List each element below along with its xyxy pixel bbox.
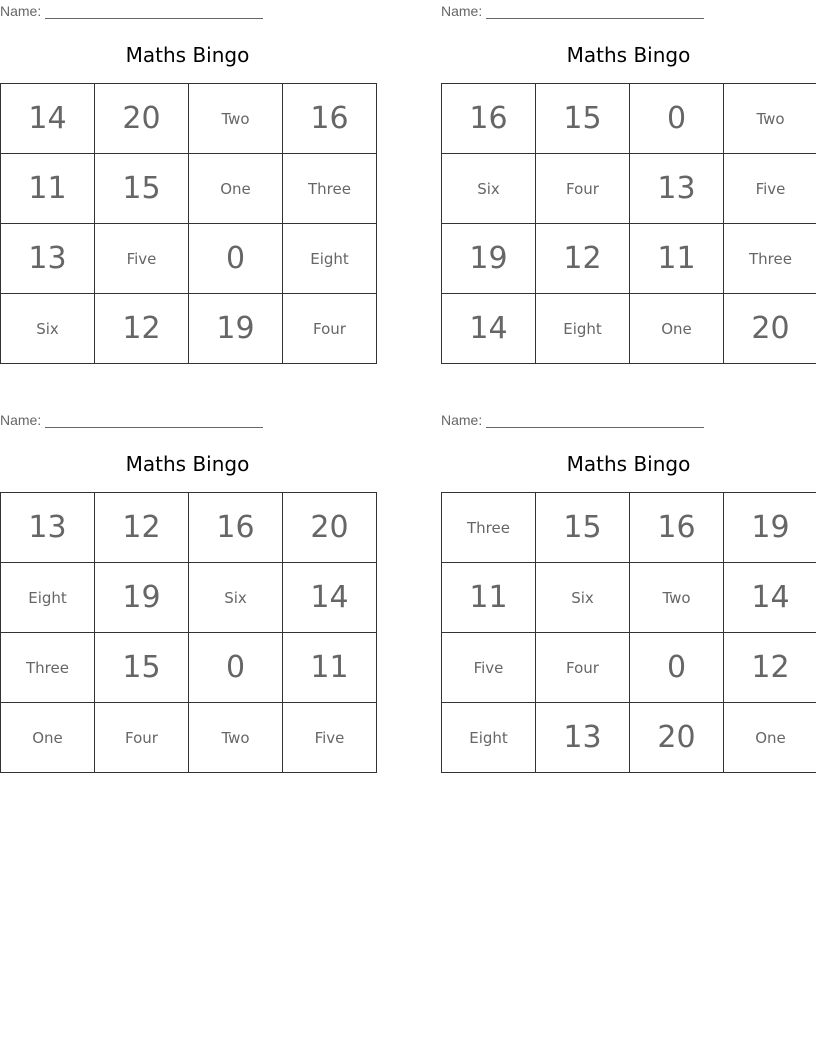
bingo-cell[interactable]: Two xyxy=(189,84,283,154)
bingo-cell[interactable]: One xyxy=(1,703,95,773)
grid-row xyxy=(1,493,377,563)
bingo-cell[interactable]: 15 xyxy=(536,493,630,563)
bingo-cell[interactable]: 19 xyxy=(95,563,189,633)
bingo-cell[interactable]: Two xyxy=(189,703,283,773)
bingo-cell[interactable]: Six xyxy=(536,563,630,633)
bingo-cell[interactable]: 11 xyxy=(1,154,95,224)
bingo-cell[interactable]: 16 xyxy=(442,84,536,154)
bingo-cell[interactable]: 20 xyxy=(283,493,377,563)
name-label: Name: xyxy=(0,412,42,428)
grid-row xyxy=(442,563,816,633)
grid-row xyxy=(442,84,816,154)
grid-row xyxy=(1,703,377,773)
grid-row xyxy=(442,703,816,773)
grid-row xyxy=(442,493,816,563)
bingo-cell[interactable]: 11 xyxy=(442,563,536,633)
bingo-cell[interactable]: 16 xyxy=(189,493,283,563)
bingo-cell[interactable]: Four xyxy=(283,294,377,364)
bingo-grid xyxy=(0,83,377,364)
bingo-cell[interactable]: 0 xyxy=(630,633,724,703)
bingo-cell[interactable]: Two xyxy=(630,563,724,633)
bingo-cell[interactable]: One xyxy=(630,294,724,364)
name-field xyxy=(441,2,705,20)
name-field xyxy=(0,2,264,20)
bingo-cell[interactable]: 13 xyxy=(630,154,724,224)
bingo-cell[interactable]: Eight xyxy=(442,703,536,773)
bingo-grid xyxy=(441,492,816,773)
card-title: Maths Bingo xyxy=(566,43,691,67)
bingo-cell[interactable]: Three xyxy=(724,224,816,294)
bingo-card xyxy=(441,409,816,781)
bingo-cell[interactable]: Four xyxy=(536,154,630,224)
bingo-cell[interactable]: One xyxy=(189,154,283,224)
name-label: Name: xyxy=(441,3,483,19)
bingo-cell[interactable]: 12 xyxy=(724,633,816,703)
grid-row xyxy=(1,294,377,364)
bingo-cell[interactable]: Six xyxy=(1,294,95,364)
bingo-grid xyxy=(0,492,377,773)
name-field xyxy=(441,411,705,429)
bingo-cell[interactable]: 13 xyxy=(536,703,630,773)
name-label: Name: xyxy=(441,412,483,428)
bingo-cell[interactable]: 14 xyxy=(1,84,95,154)
bingo-cell[interactable]: 19 xyxy=(442,224,536,294)
bingo-cell[interactable]: 15 xyxy=(95,633,189,703)
bingo-cell[interactable]: One xyxy=(724,703,816,773)
grid-row xyxy=(1,633,377,703)
bingo-card xyxy=(0,0,376,372)
name-blank-line[interactable] xyxy=(486,18,704,19)
bingo-cell[interactable]: 13 xyxy=(1,493,95,563)
grid-row xyxy=(1,224,377,294)
bingo-cell[interactable]: Eight xyxy=(1,563,95,633)
name-blank-line[interactable] xyxy=(486,427,704,428)
card-title: Maths Bingo xyxy=(125,452,250,476)
bingo-cell[interactable]: 15 xyxy=(95,154,189,224)
bingo-cell[interactable]: Five xyxy=(442,633,536,703)
grid-row xyxy=(1,84,377,154)
bingo-cell[interactable]: Four xyxy=(95,703,189,773)
bingo-cell[interactable]: 12 xyxy=(95,294,189,364)
bingo-cell[interactable]: 0 xyxy=(630,84,724,154)
bingo-cell[interactable]: 19 xyxy=(189,294,283,364)
bingo-cell[interactable]: 13 xyxy=(1,224,95,294)
bingo-cell[interactable]: Five xyxy=(724,154,816,224)
bingo-grid xyxy=(441,83,816,364)
bingo-cell[interactable]: Two xyxy=(724,84,816,154)
bingo-cell[interactable]: 19 xyxy=(724,493,816,563)
name-label: Name: xyxy=(0,3,42,19)
bingo-cell[interactable]: 20 xyxy=(630,703,724,773)
bingo-cell[interactable]: 12 xyxy=(536,224,630,294)
grid-row xyxy=(1,563,377,633)
name-blank-line[interactable] xyxy=(45,18,263,19)
bingo-cell[interactable]: 0 xyxy=(189,224,283,294)
bingo-cell[interactable]: Eight xyxy=(536,294,630,364)
grid-row xyxy=(442,224,816,294)
bingo-cell[interactable]: Three xyxy=(283,154,377,224)
grid-row xyxy=(442,294,816,364)
bingo-cell[interactable]: 11 xyxy=(630,224,724,294)
bingo-cell[interactable]: 14 xyxy=(442,294,536,364)
bingo-cell[interactable]: Five xyxy=(283,703,377,773)
name-blank-line[interactable] xyxy=(45,427,263,428)
name-field xyxy=(0,411,264,429)
bingo-cell[interactable]: 20 xyxy=(95,84,189,154)
bingo-cell[interactable]: 16 xyxy=(630,493,724,563)
bingo-cell[interactable]: Six xyxy=(189,563,283,633)
bingo-card xyxy=(441,0,816,372)
bingo-cell[interactable]: 14 xyxy=(724,563,816,633)
card-title: Maths Bingo xyxy=(566,452,691,476)
grid-row xyxy=(1,154,377,224)
bingo-cell[interactable]: Three xyxy=(442,493,536,563)
bingo-cell[interactable]: 11 xyxy=(283,633,377,703)
bingo-cell[interactable]: 16 xyxy=(283,84,377,154)
bingo-card xyxy=(0,409,376,781)
grid-row xyxy=(442,154,816,224)
card-title: Maths Bingo xyxy=(125,43,250,67)
bingo-cell[interactable]: 0 xyxy=(189,633,283,703)
bingo-cell[interactable]: 14 xyxy=(283,563,377,633)
bingo-cell[interactable]: 12 xyxy=(95,493,189,563)
bingo-cell[interactable]: 20 xyxy=(724,294,816,364)
bingo-cell[interactable]: Six xyxy=(442,154,536,224)
bingo-cell[interactable]: 15 xyxy=(536,84,630,154)
bingo-cell[interactable]: Eight xyxy=(283,224,377,294)
bingo-cell[interactable]: Three xyxy=(1,633,95,703)
bingo-cell[interactable]: Five xyxy=(95,224,189,294)
grid-row xyxy=(442,633,816,703)
bingo-cell[interactable]: Four xyxy=(536,633,630,703)
